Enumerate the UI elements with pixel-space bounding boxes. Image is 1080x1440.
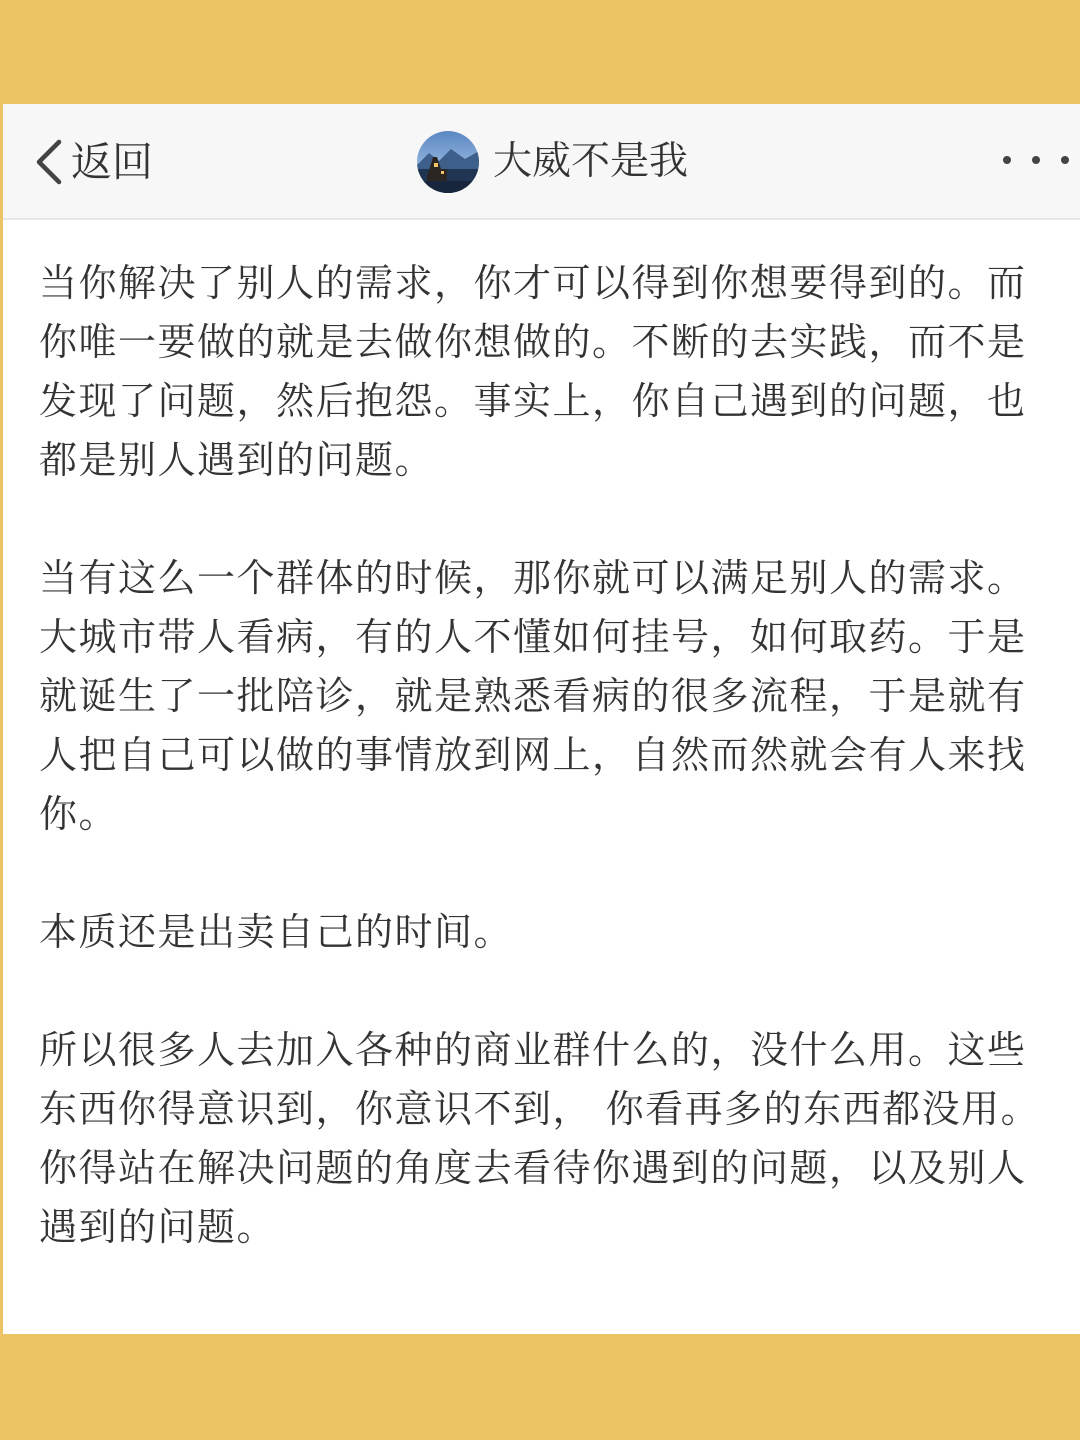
post-paragraph: 当有这么一个群体的时候，那你就可以满足别人的需求。大城市带人看病，有的人不懂如何挂号，如何取药。于是就诞生了一批陪诊，就是熟悉看病的很多流程，于是就有人把自己可以做的事情放到网上，自然而然就会有人来找你。 (39, 556, 1027, 836)
more-dot-icon (1061, 156, 1069, 164)
author-profile[interactable] (417, 130, 688, 194)
avatar[interactable] (417, 131, 479, 193)
more-button[interactable] (1003, 140, 1069, 180)
more-dot-icon (1003, 156, 1011, 164)
post-paragraph: 本质还是出卖自己的时间。 (39, 910, 514, 954)
author-name[interactable]: 大威不是我 (493, 139, 689, 184)
back-button[interactable] (31, 132, 153, 192)
post-paragraph: 当你解决了别人的需求，你才可以得到你想要得到的。而你唯一要做的就是去做你想做的。不断的去实践，而不是发现了问题，然后抱怨。事实上，你自己遇到的问题，也都是别人遇到的问题。 (39, 261, 1027, 482)
post-paragraph: 所以很多人去加入各种的商业群什么的，没什么用。这些东西你得意识到，你意识不到， 你看再多的东西都没用。你得站在解决问题的角度去看待你遇到的问题，以及别人遇到的问题。 (39, 1028, 1041, 1249)
post-card (3, 104, 1080, 1334)
top-navigation-bar (3, 104, 1080, 220)
back-label: 返回 (71, 138, 153, 186)
chevron-left-icon (31, 136, 67, 188)
post-body (39, 254, 1059, 1316)
more-dot-icon (1032, 156, 1040, 164)
